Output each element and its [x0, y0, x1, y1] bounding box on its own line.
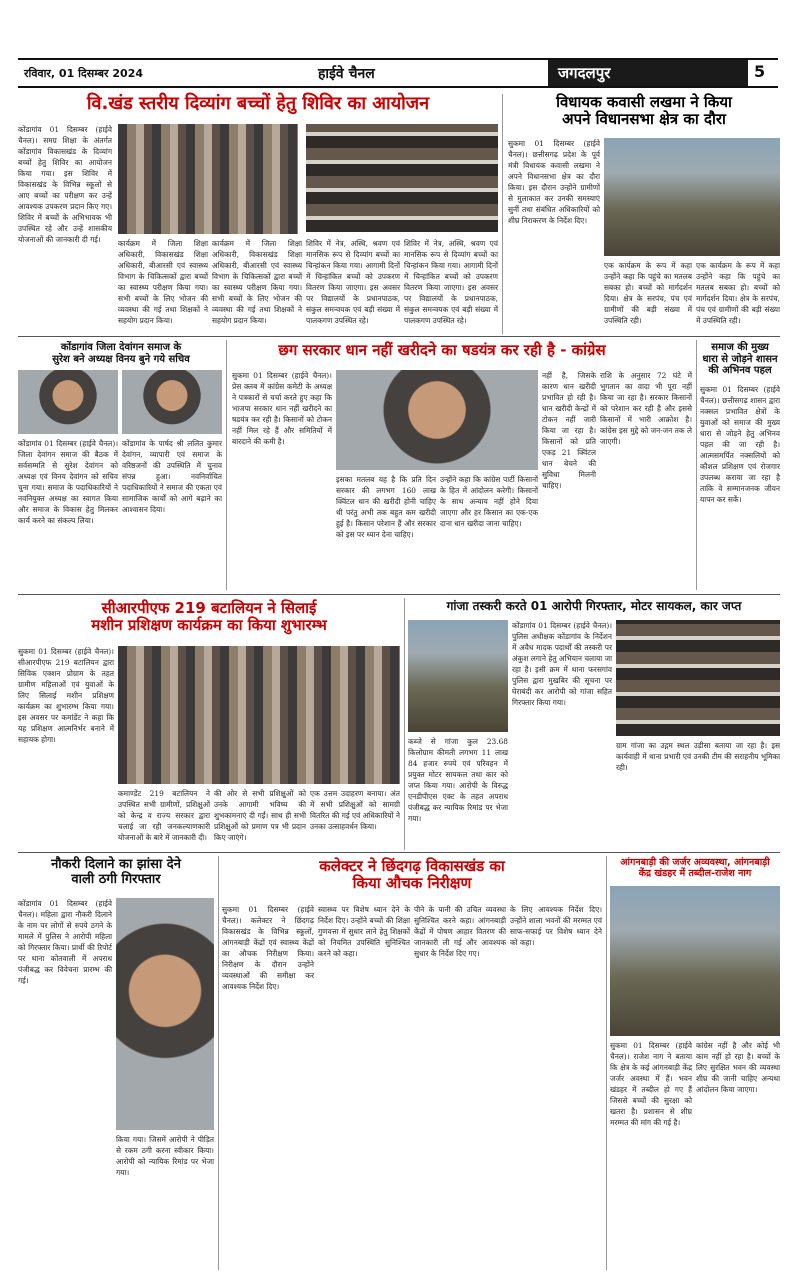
story8-headline-line1: नौकरी दिलाने का झांसा देने [51, 857, 181, 872]
story6-headline [18, 600, 400, 635]
story5-body: सुकमा 01 दिसम्बर (हाईवे चैनल)। छत्तीसगढ़ शासन द्वारा नक्सल प्रभावित क्षेत्रों के युवाओं को समाज की मुख्य धारा से जोड़ने हेतु अभिनव पहल की जा रही है। आत्मसमर्पित नक्सलियों को कौशल प्रशिक्षण एवं रोजगार उपलब्ध कराया जा रहा है ताकि वे सम्मानजनक जीवन यापन कर सकें। [700, 385, 780, 504]
column-divider [218, 856, 219, 1270]
story10-photo [610, 886, 780, 1036]
story8-body2: किया गया। जिसमें आरोपी ने पीड़ित से रकम ठगी करना स्वीकार किया। आरोपी को न्यायिक रिमांड पर भेजा गया। [116, 1135, 214, 1177]
story5-headline-line3: की अभिनव पहल [708, 365, 772, 376]
issue-date: रविवार, 01 दिसम्बर 2024 [24, 67, 143, 80]
story6-body2: कमाण्डेंट 219 बटालियन ने उपस्थित सभी ग्रामीणों, प्रशिक्षुओं को केन्द्र व राज्य सरकार द्वारा चलाई जा रही जनकल्याणकारी योजनाओं के बारे में जानकारी दी। [118, 789, 210, 842]
story1-headline: वि.खंड स्तरीय दिव्यांग बच्चों हेतु शिविर का आयोजन [86, 93, 430, 114]
story6-headline-line2: मशीन प्रशिक्षण कार्यक्रम का किया शुभारम्भ [91, 616, 327, 635]
story4-body4: नहीं है, जिसके कारण धान खरीदी प्रभावित हो रही है। धान खरीदी केन्द्रों में टोकन नहीं जारी किया जा रहा है। किसानों को प्रति एकड़ 21 क्विंटल धान बेचने की सुविधा मिलनी चाहिए। [542, 371, 596, 490]
story10-headline [610, 858, 780, 880]
story3-headline-line1: कोंडागांव जिला देवांगन समाज के [60, 342, 182, 353]
story9-headline-line2: किया औचक निरीक्षण [352, 874, 472, 893]
story6-body3: की ओर से सभी प्रशिक्षुओं को उनके आगामी भविष्य की शुभकामनाएं दी गईं। साथ ही सभी प्रशिक्षुओं को प्रमाण पत्र भी प्रदान किए जाएंगे। [214, 789, 306, 842]
story7-headline: गांजा तस्करी करते 01 आरोपी गिरफ्तार, मोटर सायकल, कार जप्त [446, 599, 742, 613]
section-rule [18, 594, 780, 595]
story1-col2: कार्यक्रम में जिला शिक्षा अधिकारी, विकासखंड शिक्षा अधिकारी, बीआरसी एवं स्वास्थ्य विभाग के चिकित्सकों द्वारा बच्चों का स्वास्थ्य परीक्षण किया गया। सभी बच्चों के लिए भोजन की व्यवस्था की गई तथा शिक्षकों ने सहयोग प्रदान किया। [118, 239, 208, 325]
story2-body2b: एक कार्यक्रम के रूप में कहा उन्होंने कहा कि पहुंचे का मतलब सबका हो। बच्चों को मार्गदर्शन दिया। क्षेत्र के सरपंच, पंच एवं ग्रामीणों की बड़ी संख्या में उपस्थिति रही। [696, 261, 780, 325]
story2-headline-line2: अपने विधानसभा क्षेत्र का दौरा [562, 110, 726, 129]
story9-body3: पीने के पानी की उचित व्यवस्था सुनिश्चित करने कहा। आंगनबाड़ी केंद्रों में पोषण आहार वितरण की जानकारी ली गई और आवश्यक सुधार के निर्देश दिए गए। [414, 905, 506, 958]
story3-headline-line2: सुरेश बने अध्यक्ष विनय बुने गये सचिव [52, 353, 190, 365]
story1-col1: कोंडागांव 01 दिसम्बर (हाईवे चैनल)। समग्र शिक्षा के अंतर्गत कोंडागांव विकासखंड के दिव्यांग बच्चों हेतु शिविर का आयोजन किया गया। इस शिविर में विकासखंड के विभिन्न स्कूलों से आए बच्चों का परीक्षण कर उन्हें आवश्यक उपकरण प्रदान किए गए। शिविर में बच्चों के अभिभावक भी उपस्थित रहे और उन्हें शासकीय योजनाओं की जानकारी दी गई। [18, 125, 112, 244]
story1-col3b: शिविर में नेत्र, अस्थि, श्रवण एवं मानसिक रूप से दिव्यांग बच्चों का चिन्हांकन किया गया। आगामी दिनों में चिन्हांकित बच्चों को उपकरण वितरण किया जाएगा। इस अवसर पर विद्यालयों के प्रधानपाठक, संकुल समन्वयक एवं बड़ी संख्या में पालकगण उपस्थित रहे। [404, 239, 498, 325]
page-number: 5 [754, 62, 766, 81]
story6-body4: एक उत्तम उदाहरण बनाया। अंत में सभी प्रशिक्षुओं को सामग्री वितरित की गई एवं अधिकारियों ने उनका उत्साहवर्धन किया। [310, 789, 400, 831]
story5-headline-line2: धारा से जोड़ने शासन [702, 353, 778, 365]
story9-headline [222, 858, 602, 893]
story4-body3: उन्होंने कहा कि कांग्रेस पार्टी किसानों के हित में आंदोलन करेगी। किसानों के साथ अन्याय नहीं होने दिया जाएगा और हर किसान का एक-एक दाना धान खरीदा जाना चाहिए। [440, 475, 538, 528]
story10-headline-line2: केंद्र खंडहर में तब्दील-राजेश नाग [638, 867, 752, 879]
story8-headline [18, 858, 214, 888]
story7-body2: कब्जे से गांजा कुल 23.68 किलोग्राम कीमती लगभग 11 लाख 84 हजार रुपये एवं परिवहन में प्रयुक्त मोटर सायकल तथा कार को जप्त किया गया। आरोपी के विरुद्ध एनडीपीएस एक्ट के तहत अपराध पंजीबद्ध कर न्यायिक रिमांड पर भेजा गया। [408, 737, 508, 823]
story6-photo [118, 646, 400, 784]
story3-headline [18, 342, 224, 365]
story9-headline-line1: कलेक्टर ने छिंदगढ़ विकासखंड का [319, 857, 505, 875]
story1-photo-2 [306, 124, 498, 232]
story5-headline-line1: समाज की मुख्य [711, 342, 769, 353]
column-divider [226, 340, 227, 590]
story2-photo [604, 138, 780, 256]
story1-photo [118, 124, 298, 234]
story2-headline-line1: विधायक कवासी लखमा ने किया [556, 93, 732, 111]
story9-body2: स्वास्थ्य पर विशेष ध्यान देने के निर्देश दिए। उन्होंने बच्चों की शिक्षा गुणवत्ता में सुधार लाने हेतु शिक्षकों को नियमित उपस्थिति सुनिश्चित करने को कहा। [318, 905, 410, 958]
story7-photo-2 [616, 620, 780, 736]
story7-body3: ग्राम गांजा का उद्गम स्थल उड़ीसा बताया जा रहा है। इस कार्यवाही में थाना प्रभारी एवं उनकी टीम की सराहनीय भूमिका रही। [616, 741, 780, 772]
story3-body2: कोंडागांव के पार्षद श्री ललित कुमार देवांगन, व्यापारी एवं समाज के वरिष्ठजनों की उपस्थिति में चुनाव संपन्न हुआ। नवनिर्वाचित पदाधिकारियों ने समाज की एकता एवं सामाजिक कार्यों को आगे बढ़ाने का आश्वासन दिया। [122, 439, 222, 514]
story8-photo [116, 898, 214, 1130]
story10-body: सुकमा 01 दिसम्बर (हाईवे चैनल)। राजेश नाग ने बताया कि क्षेत्र के कई आंगनबाड़ी केंद्र जर्जर अवस्था में हैं। भवन खंडहर में तब्दील हो गए हैं जिससे बच्चों की सुरक्षा को खतरा है। प्रशासन से शीघ्र मरम्मत की मांग की गई है। [610, 1041, 692, 1127]
story7-photo-1 [408, 620, 508, 732]
story6-body: सुकमा 01 दिसम्बर (हाईवे चैनल)। सीआरपीएफ 219 बटालियन द्वारा सिविक एक्शन प्रोग्राम के तहत ग्रामीण महिलाओं एवं युवाओं के लिए सिलाई मशीन प्रशिक्षण कार्यक्रम का शुभारम्भ किया गया। इस अवसर पर कमांडेंट ने कहा कि यह प्रशिक्षण आत्मनिर्भर बनाने में सहायक होगा। [18, 647, 114, 744]
story10-headline-line1: आंगनबाड़ी की जर्जर अव्यवस्था, आंगनबाड़ी [620, 857, 770, 868]
story4-body5: राशि के अनुसार 72 घंटे में भुगतान का वादा भी पूरा नहीं किया जा रहा है। सरकार किसानों को परेशान कर रही है और इससे किसानों में भारी आक्रोश है। कांग्रेस इस मुद्दे को जन-जन तक ले जाएगी। [600, 371, 692, 446]
column-divider [404, 598, 405, 850]
story3-body: कोंडागांव 01 दिसम्बर (हाईवे चैनल)। जिला देवांगन समाज की बैठक में सर्वसम्मति से सुरेश देवांगन को अध्यक्ष एवं विनय देवांगन को सचिव चुना गया। समाज के पदाधिकारियों ने नवनियुक्त अध्यक्ष का स्वागत किया और समाज के विकास हेतु मिलकर कार्य करने का संकल्प लिया। [18, 439, 118, 525]
masthead [18, 58, 778, 88]
section-rule [18, 336, 780, 337]
story9-body4: के लिए आवश्यक निर्देश दिए। उन्होंने शाला भवनों की मरम्मत एवं साफ-सफाई पर विशेष ध्यान देने को कहा। [510, 905, 602, 947]
story8-headline-line2: वाली ठगी गिरफ्तार [71, 871, 161, 887]
story4-photo [336, 370, 538, 470]
column-divider [502, 94, 503, 334]
story7-body: कोंडागांव 01 दिसम्बर (हाईवे चैनल)। पुलिस अधीक्षक कोंडागांव के निर्देशन में अवैध मादक पदार्थों की तस्करी पर अंकुश लगाने हेतु अभियान चलाया जा रहा है। इसी क्रम में थाना फरसगांव पुलिस द्वारा मुखबिर की सूचना पर घेराबंदी कर आरोपी को गांजा सहित गिरफ्तार किया गया। [512, 621, 612, 707]
story2-body: सुकमा 01 दिसम्बर (हाईवे चैनल)। छत्तीसगढ़ प्रदेश के पूर्व मंत्री विधायक कवासी लखमा ने अपने विधानसभा क्षेत्र का दौरा किया। इस दौरान उन्होंने ग्रामीणों से मुलाकात कर उनकी समस्याएं सुनीं तथा संबंधित अधिकारियों को शीघ्र निराकरण के निर्देश दिए। [508, 139, 600, 225]
story9-body: सुकमा 01 दिसम्बर (हाईवे चैनल)। कलेक्टर ने छिंदगढ़ विकासखंड के विभिन्न स्कूलों, आंगनबाड़ी केंद्रों एवं स्वास्थ्य केंद्रों का औचक निरीक्षण किया। निरीक्षण के दौरान उन्होंने व्यवस्थाओं की समीक्षा कर आवश्यक निर्देश दिए। [222, 905, 314, 991]
story3-portrait-1 [18, 370, 118, 434]
story10-body2: कांग्रेस नहीं है और कोई भी काम नहीं हो रहा है। बच्चों के लिए सुरक्षित भवन की व्यवस्था शीघ्र की जानी चाहिए अन्यथा आंदोलन किया जाएगा। [696, 1041, 780, 1094]
city-banner: जगदलपुर [548, 60, 748, 86]
story1-col3: शिविर में नेत्र, अस्थि, श्रवण एवं मानसिक रूप से दिव्यांग बच्चों का चिन्हांकन किया गया। आगामी दिनों में चिन्हांकित बच्चों को उपकरण वितरण किया जाएगा। इस अवसर पर विद्यालयों के प्रधानपाठक, संकुल समन्वयक एवं बड़ी संख्या में पालकगण उपस्थित रहे। [306, 239, 400, 325]
section-rule [18, 852, 780, 853]
story8-body: कोंडागांव 01 दिसम्बर (हाईवे चैनल)। महिला द्वारा नौकरी दिलाने के नाम पर लोगों से रुपये ठगने के मामले में पुलिस ने आरोपी महिला को गिरफ्तार किया। प्रार्थी की रिपोर्ट पर थाना कोतवाली में अपराध पंजीबद्ध कर विवेचना प्रारम्भ की गई। [18, 899, 112, 985]
story2-headline [508, 94, 780, 129]
story4-body2: इसका मतलब यह है कि प्रति दिन सरकार की लगभग 160 लाख क्विंटल धान की खरीदी होनी चाहिए थी परंतु अभी तक बहुत कम खरीदी हुई है। किसान परेशान हैं और सरकार को इस पर ध्यान देना चाहिए। [336, 475, 436, 539]
story5-headline [700, 342, 780, 377]
story3-portrait-2 [122, 370, 222, 434]
paper-name: हाईवे चैनल [318, 66, 375, 82]
story1-col2b: कार्यक्रम में जिला शिक्षा अधिकारी, विकासखंड शिक्षा अधिकारी, बीआरसी एवं स्वास्थ्य विभाग के चिकित्सकों द्वारा बच्चों का स्वास्थ्य परीक्षण किया गया। सभी बच्चों के लिए भोजन की व्यवस्था की गई तथा शिक्षकों ने सहयोग प्रदान किया। [212, 239, 302, 325]
story2-body2: एक कार्यक्रम के रूप में कहा उन्होंने कहा कि पहुंचे का मतलब सबका हो। बच्चों को मार्गदर्शन दिया। क्षेत्र के सरपंच, पंच एवं ग्रामीणों की बड़ी संख्या में उपस्थिति रही। [604, 261, 692, 325]
story4-headline: छग सरकार धान नहीं खरीदने का षडयंत्र कर रही है - कांग्रेस [278, 341, 606, 359]
story6-headline-line1: सीआरपीएफ 219 बटालियन ने सिलाई [101, 599, 317, 617]
column-divider [696, 340, 697, 590]
column-divider [606, 856, 607, 1270]
story4-body: सुकमा 01 दिसम्बर (हाईवे चैनल)। प्रेस क्लब में कांग्रेस कमेटी के अध्यक्ष ने पत्रकारों से चर्चा करते हुए कहा कि भाजपा सरकार धान नहीं खरीदने का षडयंत्र कर रही है। किसानों को टोकन नहीं मिल रहे हैं और समितियों में बारदाने की कमी है। [232, 371, 332, 446]
